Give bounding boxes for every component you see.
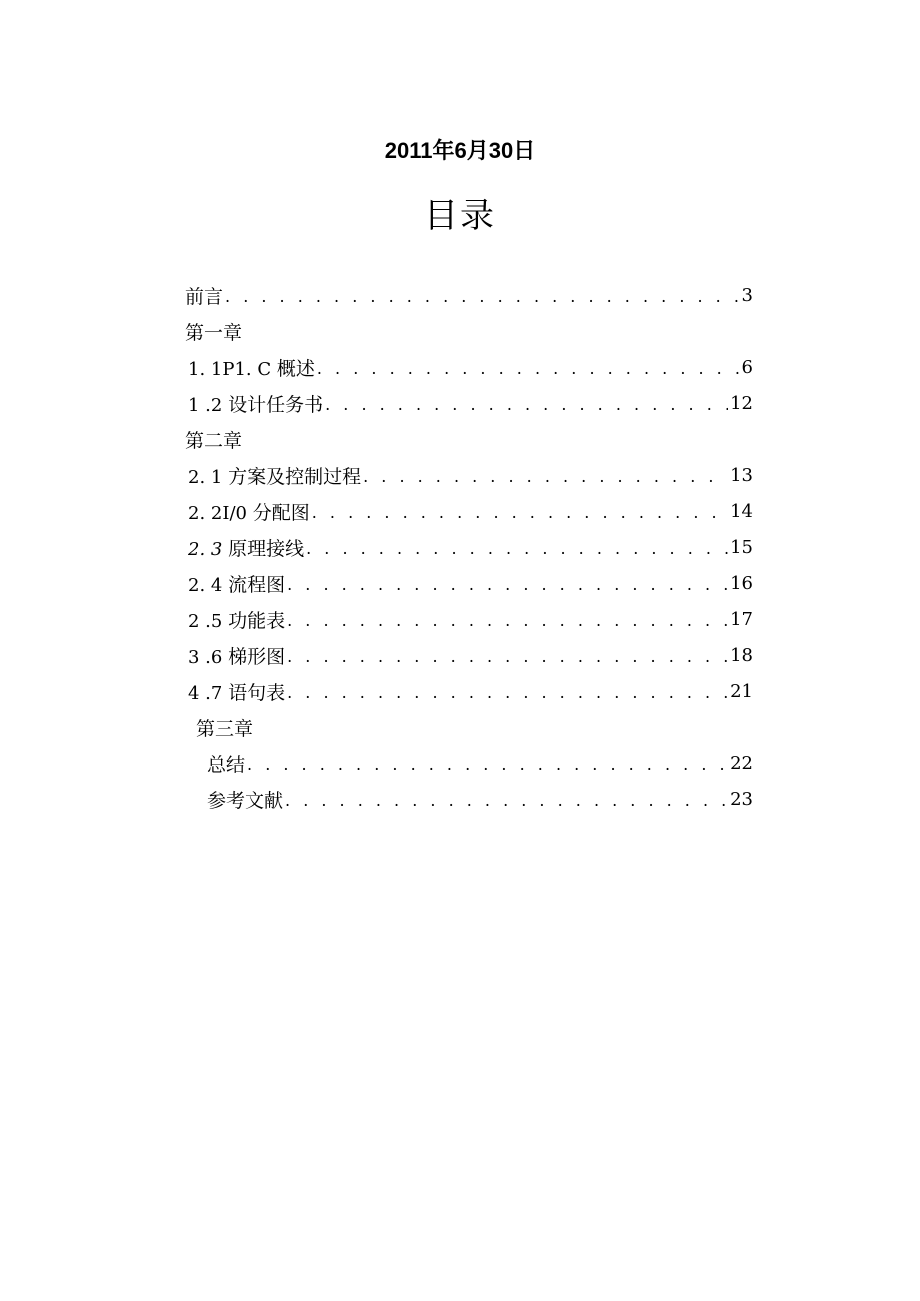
toc-leader-dots <box>225 287 740 306</box>
toc-chapter-label: 第三章 <box>196 717 254 740</box>
page-title: 目录 <box>424 196 496 236</box>
toc-chapter-1 <box>185 313 753 349</box>
toc-page-number: 12 <box>730 392 753 414</box>
toc-chapter-label: 第二章 <box>185 429 243 452</box>
toc-entry-2-5[interactable] <box>185 601 753 637</box>
toc-entry-2-2[interactable] <box>185 493 753 529</box>
toc-entry-label: 2. 3 原理接线 <box>188 537 305 560</box>
document-date: 2011年6月30日 <box>384 138 536 163</box>
toc-page-number: 23 <box>730 788 753 810</box>
toc-page-number: 15 <box>730 536 753 558</box>
toc-chapter-3 <box>185 709 753 745</box>
toc-entry-preface[interactable] <box>185 277 753 313</box>
table-of-contents <box>185 277 753 817</box>
toc-entry-label: 1 .2 设计任务书 <box>188 393 324 416</box>
toc-page-number: 18 <box>730 644 753 666</box>
toc-entry-references[interactable] <box>185 781 753 817</box>
toc-leader-dots <box>287 611 728 630</box>
toc-leader-dots <box>285 791 728 810</box>
toc-page-number: 22 <box>730 752 753 774</box>
toc-entry-summary[interactable] <box>185 745 753 781</box>
toc-page-number: 14 <box>730 500 753 522</box>
toc-entry-label: 总结 <box>207 753 246 776</box>
toc-entry-2-7[interactable] <box>185 673 753 709</box>
toc-entry-label: 前言 <box>185 285 224 308</box>
toc-leader-dots <box>306 539 728 558</box>
toc-entry-1-2[interactable] <box>185 385 753 421</box>
toc-entry-2-4[interactable] <box>185 565 753 601</box>
toc-leader-dots <box>287 683 728 702</box>
toc-entry-label: 2 .5 功能表 <box>188 609 286 632</box>
toc-page-number: 17 <box>730 608 753 630</box>
toc-entry-label: 参考文献 <box>207 789 284 812</box>
toc-entry-label: 2. 2I/0 分配图 <box>188 501 310 524</box>
toc-entry-2-6[interactable] <box>185 637 753 673</box>
toc-entry-label: 1. 1P1. C 概述 <box>188 357 315 380</box>
toc-page-number: 13 <box>730 464 753 486</box>
toc-entry-1-1[interactable] <box>185 349 753 385</box>
toc-entry-2-1[interactable] <box>185 457 753 493</box>
toc-leader-dots <box>312 503 728 522</box>
toc-page-number: 16 <box>730 572 753 594</box>
toc-entry-label: 3 .6 梯形图 <box>188 645 286 668</box>
toc-leader-dots <box>287 647 728 666</box>
toc-entry-label: 2. 1 方案及控制过程 <box>188 465 362 488</box>
toc-leader-dots <box>325 395 728 414</box>
toc-leader-dots <box>247 755 728 774</box>
toc-entry-label: 2. 4 流程图 <box>188 573 286 596</box>
toc-chapter-label: 第一章 <box>185 321 243 344</box>
toc-entry-2-3[interactable] <box>185 529 753 565</box>
toc-page-number: 21 <box>730 680 753 702</box>
toc-leader-dots <box>363 467 728 486</box>
toc-leader-dots <box>287 575 728 594</box>
toc-leader-dots <box>317 359 740 378</box>
toc-entry-label: 4 .7 语句表 <box>188 681 286 704</box>
toc-page-number: 3 <box>741 284 753 306</box>
toc-page-number: 6 <box>741 356 753 378</box>
toc-chapter-2 <box>185 421 753 457</box>
